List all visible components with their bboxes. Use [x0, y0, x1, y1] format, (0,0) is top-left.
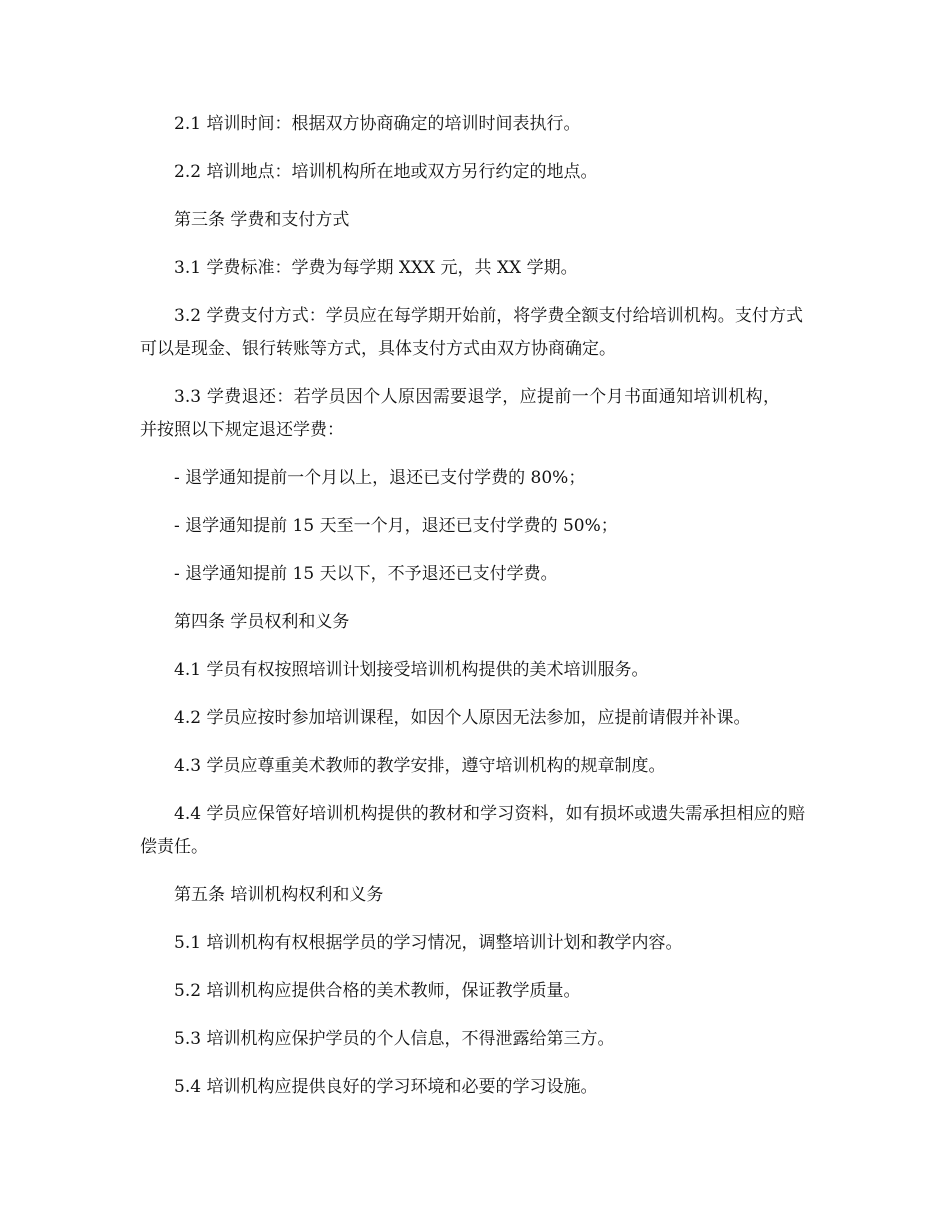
refund-rule-2: - 退学通知提前 15 天至一个月，退还已支付学费的 50%； — [174, 516, 618, 536]
clause-5-1: 5.1 培训机构有权根据学员的学习情况，调整培训计划和教学内容。 — [174, 933, 683, 953]
clause-4-3: 4.3 学员应尊重美术教师的教学安排，遵守培训机构的规章制度。 — [174, 756, 666, 776]
clause-3-1: 3.1 学费标准：学费为每学期 XXX 元，共 XX 学期。 — [174, 258, 578, 278]
clause-4-4: 4.4 学员应保管好培训机构提供的教材和学习资料，如有损坏或遗失需承担相应的赔偿责任。 — [140, 804, 805, 857]
clause-5-4: 5.4 培训机构应提供良好的学习环境和必要的学习设施。 — [174, 1077, 598, 1097]
clause-3-3: 3.3 学费退还：若学员因个人原因需要退学，应提前一个月书面通知培训机构，并按照以下规定退还学费： — [140, 387, 780, 440]
section-heading-3: 第三条 学费和支付方式 — [174, 210, 350, 230]
refund-rule-3: - 退学通知提前 15 天以下，不予退还已支付学费。 — [174, 564, 558, 584]
clause-5-3: 5.3 培训机构应保护学员的个人信息，不得泄露给第三方。 — [174, 1029, 615, 1049]
clause-2-1: 2.1 培训时间：根据双方协商确定的培训时间表执行。 — [174, 114, 581, 134]
clause-2-2: 2.2 培训地点：培训机构所在地或双方另行约定的地点。 — [174, 162, 598, 182]
clause-5-2: 5.2 培训机构应提供合格的美术教师，保证教学质量。 — [174, 981, 581, 1001]
clause-3-2: 3.2 学费支付方式：学员应在每学期开始前，将学费全额支付给培训机构。支付方式可以是现金、银行转账等方式，具体支付方式由双方协商确定。 — [140, 306, 803, 359]
section-heading-4: 第四条 学员权利和义务 — [174, 612, 350, 632]
section-heading-5: 第五条 培训机构权利和义务 — [174, 885, 384, 905]
document-page — [140, 108, 805, 1119]
clause-4-2: 4.2 学员应按时参加培训课程，如因个人原因无法参加，应提前请假并补课。 — [174, 708, 751, 728]
clause-4-1: 4.1 学员有权按照培训计划接受培训机构提供的美术培训服务。 — [174, 660, 649, 680]
refund-rule-1: - 退学通知提前一个月以上，退还已支付学费的 80%； — [174, 468, 586, 488]
